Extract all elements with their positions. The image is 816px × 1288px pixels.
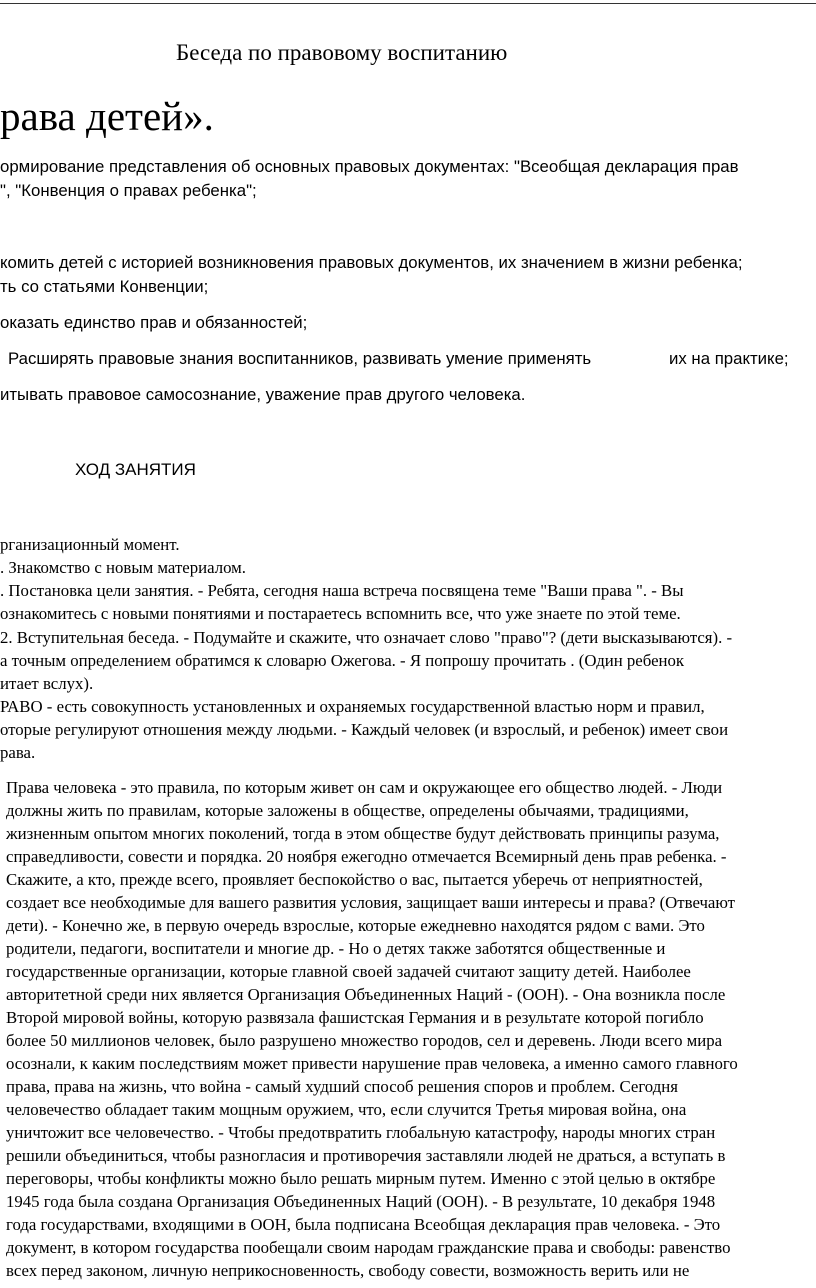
- body-line: уничтожит все человечество. - Чтобы предотвратить глобальную катастрофу, народы многих стран: [6, 1123, 716, 1142]
- goal-line: ормирование представления об основных правовых документах: "Всеобщая декларация прав: [0, 157, 739, 176]
- step-line: рганизационный момент.: [0, 535, 180, 554]
- body-line: государственные организации, которые главной своей задачей считают защиту детей. Наиболее: [6, 962, 691, 981]
- body-line: 1945 года была создана Организация Объединенных Наций (ООН). - В результате, 10 декабря 1948: [6, 1192, 716, 1211]
- body-line: всех перед законом, личную неприкосновенность, свободу совести, возможность верить или не: [6, 1261, 690, 1280]
- body-line: переговоры, чтобы конфликты можно было решать мирным путем. Именно с этой целью в октябре: [6, 1169, 716, 1188]
- step-line: ознакомитесь с новыми понятиями и постараетесь вспомнить все, что уже знаете по этой теме.: [0, 604, 681, 623]
- body-line: решили объединиться, чтобы разногласия и противоречия заставляли людей не драться, а вступать в: [6, 1146, 726, 1165]
- step-line: а точным определением обратимся к словарю Ожегова. - Я попрошу прочитать . (Один ребенок: [0, 651, 685, 670]
- body-line: жизненным опытом многих поколений, тогда в этом обществе будут действовать принципы разума,: [6, 824, 720, 843]
- step-line: итает вслух).: [0, 674, 94, 693]
- body-line: Права человека - это правила, по которым живет он сам и окружающее его общество людей. - Люди: [6, 778, 723, 797]
- body-line: документ, в котором государства пообещали своим народам гражданские права и свободы: равенство: [6, 1238, 731, 1257]
- step-line: . Знакомство с новым материалом.: [0, 558, 246, 577]
- body-line: создает все необходимые для вашего развития условия, защищает ваши интересы и права? (Отвечают: [6, 893, 736, 912]
- body-line: дети). - Конечно же, в первую очередь взрослые, которые ежедневно находятся рядом с вами. Это: [6, 916, 705, 935]
- task-line: ть со статьями Конвенции;: [0, 277, 209, 296]
- body-line: более 50 миллионов человек, было разрушено множество городов, сел и деревень. Люди всего мира: [6, 1031, 723, 1050]
- top-border-line: [0, 3, 816, 4]
- body-line: справедливости, совести и порядка. 20 ноября ежегодно отмечается Всемирный день прав ребенка. -: [6, 847, 727, 866]
- step-line: рава.: [0, 743, 36, 762]
- task-line: Расширять правовые знания воспитанников, развивать умение применять: [8, 349, 592, 368]
- step-line: РАВО - есть совокупность установленных и охраняемых государственной властью норм и правил,: [0, 697, 705, 716]
- task-line: комить детей с историей возникновения правовых документов, их значением в жизни ребенка;: [0, 253, 743, 272]
- body-line: авторитетной среди них является Организация Объединенных Наций - (ООН). - Она возникла после: [6, 985, 726, 1004]
- step-line: . Постановка цели занятия. - Ребята, сегодня наша встреча посвящена теме "Ваши права ". - Вы: [0, 581, 684, 600]
- body-line: Второй мировой войны, которую развязала фашистская Германия и в результате которой погибло: [6, 1008, 704, 1027]
- goal-line: ", "Конвенция о правах ребенка";: [0, 181, 257, 200]
- document-subtitle: рава детей».: [0, 93, 214, 139]
- task-line-continuation: их на практике;: [669, 349, 789, 368]
- body-line: года государствами, входящими в ООН, была подписана Всеобщая декларация прав человека. - Это: [6, 1215, 721, 1234]
- body-line: должны жить по правилам, которые заложены в обществе, определены обычаями, традициями,: [6, 801, 689, 820]
- body-line: осознали, к каким последствиям может привести нарушение прав человека, а именно самого главного: [6, 1054, 738, 1073]
- task-line: итывать правовое самосознание, уважение прав другого человека.: [0, 385, 526, 404]
- body-line: Скажите, а кто, прежде всего, проявляет беспокойство о вас, пытается уберечь от неприятностей,: [6, 870, 703, 889]
- step-line: оторые регулируют отношения между людьми. - Каждый человек (и взрослый, и ребенок) имеет свои: [0, 720, 729, 739]
- task-line: оказать единство прав и обязанностей;: [0, 313, 308, 332]
- body-line: родители, педагоги, воспитатели и многие др. - Но о детях также заботятся общественные и: [6, 939, 666, 958]
- document-title: Беседа по правовому воспитанию: [176, 40, 508, 65]
- step-line: 2. Вступительная беседа. - Подумайте и скажите, что означает слово "право"? (дети высказываются). -: [0, 628, 733, 647]
- body-line: права, права на жизнь, что война - самый худший способ решения споров и проблем. Сегодня: [6, 1077, 678, 1096]
- body-line: человечество обладает таким мощным оружием, что, если случится Третья мировая война, она: [6, 1100, 687, 1119]
- section-heading: ХОД ЗАНЯТИЯ: [75, 460, 196, 479]
